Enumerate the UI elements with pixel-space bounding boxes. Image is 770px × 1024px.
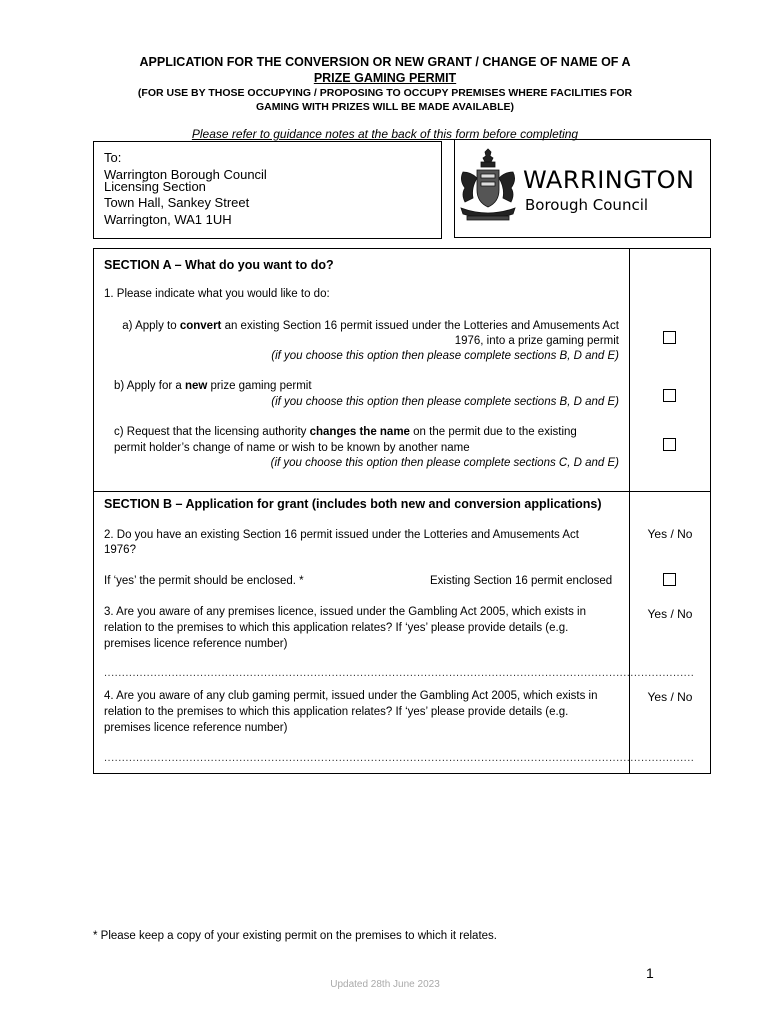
- option-a-line2: 1976, into a prize gaming permit: [454, 335, 619, 347]
- form-subtitle-2: GAMING WITH PRIZES WILL BE MADE AVAILABLE): [255, 101, 514, 113]
- q3-details-line[interactable]: ......................................................................................................................................................................: [104, 667, 695, 679]
- option-c-prefix: c) Request that the licensing authority: [114, 426, 310, 438]
- enclosed-checkbox[interactable]: [663, 573, 676, 586]
- q3-line1: 3. Are you aware of any premises licence, issued under the Gambling Act 2005, which exists in: [104, 606, 586, 618]
- option-c-checkbox[interactable]: [663, 438, 676, 451]
- enclosed-label: Existing Section 16 permit enclosed: [430, 575, 613, 587]
- q3-line2: relation to the premises to which this application relates? If ‘yes’ please provide details (e.g.: [104, 622, 569, 634]
- q2-line2: 1976?: [104, 544, 136, 556]
- logo-box: [454, 139, 711, 238]
- enclosed-note: If ‘yes’ the permit should be enclosed. *: [104, 575, 304, 587]
- q4-line1: 4. Are you aware of any club gaming permit, issued under the Gambling Act 2005, which exists in: [104, 690, 598, 702]
- main-form-table: [93, 248, 711, 774]
- logo-subname: Borough Council: [525, 196, 649, 214]
- q3-line3: premises licence reference number): [104, 638, 288, 650]
- q4-line2: relation to the premises to which this application relates? If ‘yes’ please provide details (e.g.: [104, 706, 569, 718]
- form-title-permit-text: PRIZE GAMING PERMIT: [313, 71, 457, 85]
- option-c-note: (if you choose this option then please complete sections C, D and E): [270, 457, 619, 469]
- option-c-text: [114, 425, 577, 440]
- form-title: APPLICATION FOR THE CONVERSION OR NEW GRANT / CHANGE OF NAME OF A: [139, 55, 631, 69]
- option-a-suffix: an existing Section 16 permit issued under the Lotteries and Amusements Act: [221, 320, 619, 332]
- option-c-bold: changes the name: [309, 426, 410, 438]
- address-to: To:: [104, 150, 122, 165]
- option-b-suffix: prize gaming permit: [207, 380, 312, 392]
- form-title-permit: [80, 70, 690, 86]
- section-b-heading: SECTION B – Application for grant (includes both new and conversion applications): [104, 497, 602, 511]
- q2-yes-no[interactable]: Yes / No: [647, 527, 693, 541]
- updated-date: Updated 28th June 2023: [330, 979, 440, 990]
- option-b-bold: new: [184, 380, 208, 392]
- address-line-3: Town Hall, Sankey Street: [104, 195, 250, 210]
- q2-line1: 2. Do you have an existing Section 16 permit issued under the Lotteries and Amusements Act: [104, 529, 579, 541]
- address-line-2: Licensing Section: [104, 179, 206, 194]
- q3-yes-no[interactable]: Yes / No: [647, 607, 693, 621]
- option-b-checkbox[interactable]: [663, 389, 676, 402]
- option-c-suffix: on the permit due to the existing: [409, 426, 577, 438]
- option-a-bold: convert: [179, 320, 222, 332]
- option-a-note: (if you choose this option then please complete sections B, D and E): [271, 350, 619, 362]
- option-a-checkbox[interactable]: [663, 331, 676, 344]
- option-c-line2: permit holder’s change of name or wish to be known by another name: [114, 442, 470, 454]
- address-line-4: Warrington, WA1 1UH: [104, 212, 232, 227]
- q4-line3: premises licence reference number): [104, 722, 288, 734]
- coat-of-arms-icon: [457, 148, 519, 228]
- form-subtitle: (FOR USE BY THOSE OCCUPYING / PROPOSING TO OCCUPY PREMISES WHERE FACILITIES FOR: [137, 87, 633, 99]
- section-a-heading: SECTION A – What do you want to do?: [104, 258, 334, 272]
- address-line-1: Warrington Borough Council: [104, 167, 267, 182]
- option-b-text: [114, 379, 312, 394]
- section-divider: [94, 491, 711, 492]
- logo-name: WARRINGTON: [523, 166, 695, 194]
- guidance-note: Please refer to guidance notes at the back of this form before completing: [191, 127, 579, 141]
- address-box: [93, 141, 442, 239]
- q4-details-line[interactable]: ......................................................................................................................................................................: [104, 752, 695, 764]
- option-a-prefix: a) Apply to: [122, 320, 180, 332]
- page-number: 1: [646, 965, 654, 981]
- option-b-prefix: b) Apply for a: [114, 380, 185, 392]
- option-a-text: [104, 319, 619, 334]
- section-a-question: 1. Please indicate what you would like to do:: [104, 288, 330, 300]
- option-b-note: (if you choose this option then please complete sections B, D and E): [271, 396, 619, 408]
- q4-yes-no[interactable]: Yes / No: [647, 690, 693, 704]
- footer-note: * Please keep a copy of your existing permit on the premises to which it relates.: [93, 930, 497, 942]
